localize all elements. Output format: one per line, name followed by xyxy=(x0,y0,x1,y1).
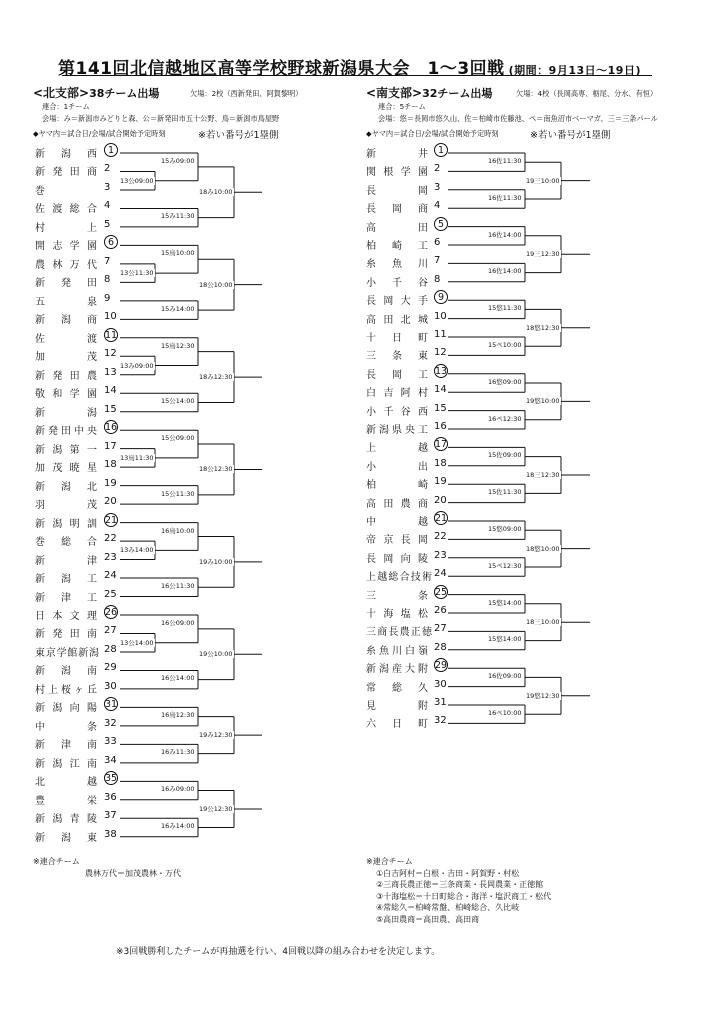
seed-number: 19 xyxy=(104,477,117,489)
game-label: 16み11:30 xyxy=(161,748,195,757)
game-label: 19悠10:00 xyxy=(526,397,560,406)
team-name: 高田北城 xyxy=(366,314,428,326)
game-label: 15公09:00 xyxy=(161,434,195,443)
south-footer-item: ①白吉阿村＝白根・吉田・阿賀野・村松 xyxy=(376,868,520,878)
south-legend: ◆ヤマ内＝試合日/会場/試合開始予定時刻 xyxy=(366,129,499,138)
team-name: 新発田農 xyxy=(35,370,97,382)
team-name: 新潟江南 xyxy=(35,758,97,770)
north-header: <北支部>38チーム出場 xyxy=(33,86,160,100)
team-name: 東京学館新潟 xyxy=(35,647,99,659)
seed-number: 18 xyxy=(434,457,447,469)
south-footer-item: ⑤高田農商＝高田農、高田商 xyxy=(376,914,480,924)
game-label: 18三12:30 xyxy=(526,471,560,479)
seed-number: 11 xyxy=(105,329,118,341)
seed-number: 4 xyxy=(434,200,441,212)
seed-number: 6 xyxy=(434,237,441,248)
game-label: 19み12:30 xyxy=(199,731,233,740)
seed-number: 24 xyxy=(434,568,447,580)
team-name: 長岡向陵 xyxy=(366,553,428,565)
game-label: 13鳥11:30 xyxy=(120,453,154,462)
seed-number: 10 xyxy=(434,310,447,322)
seed-number: 27 xyxy=(434,623,447,635)
game-label: 13み14:00 xyxy=(120,546,154,555)
seed-number: 2 xyxy=(434,163,441,175)
team-name: 新潟向陽 xyxy=(35,703,97,715)
team-name: 新発田 xyxy=(35,278,97,290)
team-name: 新発田南 xyxy=(35,629,97,641)
team-name: 新発田商 xyxy=(35,167,97,179)
game-label: 15ペ10:00 xyxy=(488,341,522,349)
team-name: 新潟明訓 xyxy=(35,518,97,530)
seed-number: 5 xyxy=(104,218,111,230)
game-label: 19三12:30 xyxy=(526,250,560,259)
south-venues: 会場：悠＝長岡市悠久山、佐＝柏崎市佐藤池、ペ＝南魚沼市ベーマガ、三＝三条パール xyxy=(378,114,658,123)
north-footer-title: ※連合チーム xyxy=(33,857,80,866)
seed-number: 2 xyxy=(104,163,111,175)
south-combined: 連合：5チーム xyxy=(378,102,426,111)
game-label: 16佐09:00 xyxy=(488,672,522,681)
team-name: 柏崎工 xyxy=(366,241,428,252)
team-name: 長岡大手 xyxy=(366,296,428,308)
seed-number: 29 xyxy=(104,662,117,674)
team-name: 上越総合技術 xyxy=(366,572,432,584)
seed-number: 8 xyxy=(104,274,111,286)
game-label: 16み14:00 xyxy=(161,822,195,831)
game-label: 15鳥12:30 xyxy=(161,341,195,350)
team-name: 新潟県央工 xyxy=(366,425,428,436)
team-name: 佐渡総合 xyxy=(35,204,97,216)
seed-number: 15 xyxy=(434,402,447,414)
team-name: 新潟産大附 xyxy=(366,664,428,676)
team-name: 高田農商 xyxy=(366,498,428,510)
game-label: 18三10:00 xyxy=(526,618,560,627)
game-label: 13公09:00 xyxy=(120,176,154,185)
team-name: 中条 xyxy=(35,721,97,733)
game-label: 15公11:30 xyxy=(161,489,195,498)
team-name: 新潟南 xyxy=(35,666,97,678)
game-label: 15み09:00 xyxy=(161,157,195,165)
seed-number: 12 xyxy=(104,348,117,360)
game-label: 16公11:30 xyxy=(161,582,195,591)
seed-number: 29 xyxy=(435,660,448,672)
team-name: 三商長農正徳 xyxy=(366,627,432,639)
seed-number: 22 xyxy=(434,531,447,543)
south-footer-item: ④常総久＝柏崎常盤、柏崎総合、久比岐 xyxy=(376,903,520,912)
team-name: 新潟東 xyxy=(35,832,97,844)
team-name: 巻総合 xyxy=(35,537,97,549)
seed-number: 10 xyxy=(104,311,117,323)
team-name: 新潟北 xyxy=(35,481,97,493)
south-footer-title: ※連合チーム xyxy=(366,857,413,866)
seed-number: 1 xyxy=(434,143,448,157)
team-name: 五泉 xyxy=(35,296,97,308)
team-name: 小千谷 xyxy=(366,277,428,289)
team-name: 開志学園 xyxy=(35,241,97,253)
team-name: 農林万代 xyxy=(35,259,97,271)
game-label: 18悠10:00 xyxy=(526,544,560,553)
team-name: 糸魚川 xyxy=(366,259,428,271)
team-name: 長岡工 xyxy=(366,369,428,381)
seed-number: 26 xyxy=(434,605,447,616)
north-absent: 欠場：2校（西新発田、阿賀黎明） xyxy=(190,89,303,98)
game-label: 15公14:00 xyxy=(161,397,195,406)
game-label: 16鳥12:30 xyxy=(161,711,195,720)
seed-number: 13 xyxy=(104,366,117,378)
game-label: 18公12:30 xyxy=(199,465,233,474)
team-name: 新潟西 xyxy=(35,149,97,160)
team-name: 新潟青陵 xyxy=(35,814,97,826)
team-name: 長岡商 xyxy=(366,204,428,216)
seed-number: 15 xyxy=(104,403,117,415)
game-label: 16悠09:00 xyxy=(488,377,522,386)
team-name: 敬和学園 xyxy=(35,389,97,401)
north-footer-item: 農林万代＝加茂農林・万代 xyxy=(85,868,181,878)
title-text: 第141回北信越地区高等学校野球新潟県大会 1～3回戦 xyxy=(58,59,505,79)
seed-number: 37 xyxy=(104,810,117,822)
seed-number: 21 xyxy=(105,514,118,526)
game-label: 18悠12:30 xyxy=(526,323,560,332)
team-name: 豊栄 xyxy=(35,795,97,807)
team-name: 六日町 xyxy=(366,719,428,731)
seed-number: 13 xyxy=(435,365,448,377)
game-label: 16佐14:00 xyxy=(488,267,522,276)
north-combined: 連合：1チーム xyxy=(42,102,90,111)
seed-number: 20 xyxy=(104,496,117,508)
game-label: 19三10:00 xyxy=(526,176,560,185)
team-name: 見附 xyxy=(366,701,428,712)
north-venues: 会場：み＝新潟市みどりと森、公＝新発田市五十公野、鳥＝新潟市鳥屋野 xyxy=(42,114,280,123)
game-label: 16佐11:30 xyxy=(488,157,522,165)
seed-number: 25 xyxy=(104,588,117,600)
game-label: 15悠14:00 xyxy=(488,635,522,644)
game-label: 16佐11:30 xyxy=(488,193,522,202)
team-name: 新発田中央 xyxy=(35,426,97,438)
south-absent: 欠場：4校（長岡高専、栃尾、分水、有恒） xyxy=(516,89,658,98)
game-label: 16公14:00 xyxy=(161,674,195,683)
seed-number: 9 xyxy=(104,292,111,304)
game-label: 15佐09:00 xyxy=(488,451,522,460)
seed-number: 21 xyxy=(435,513,448,524)
seed-number: 3 xyxy=(104,181,111,193)
seed-number: 1 xyxy=(104,143,118,157)
game-label: 13み09:00 xyxy=(120,361,154,370)
game-label: 19悠12:30 xyxy=(526,691,560,700)
team-name: 村上 xyxy=(35,222,97,234)
game-label: 15み14:00 xyxy=(161,304,195,313)
game-label: 18み10:00 xyxy=(199,188,233,197)
team-name: 新井 xyxy=(366,149,428,160)
team-name: 小出 xyxy=(366,461,428,473)
game-label: 13公14:00 xyxy=(120,638,154,647)
seed-number: 32 xyxy=(104,717,117,729)
team-name: 上越 xyxy=(366,443,428,455)
seed-number: 12 xyxy=(434,347,447,359)
seed-number: 27 xyxy=(104,625,117,637)
team-name: 十日町 xyxy=(366,333,428,344)
team-name: 帝京長岡 xyxy=(366,535,428,547)
team-name: 羽茂 xyxy=(35,500,97,512)
team-name: 関根学園 xyxy=(366,167,428,179)
game-label: 15悠11:30 xyxy=(488,304,522,313)
seed-number: 6 xyxy=(104,235,118,249)
game-label: 15鳥10:00 xyxy=(161,249,195,258)
period-text: (期間：9月13日～19日) xyxy=(508,64,641,77)
team-name: 三条東 xyxy=(366,351,428,363)
seed-number: 32 xyxy=(434,715,447,727)
seed-number: 23 xyxy=(104,551,117,563)
team-name: 糸魚川白嶺 xyxy=(366,645,428,657)
seed-number: 17 xyxy=(435,439,448,451)
seed-number: 16 xyxy=(105,422,118,434)
north-note: ※若い番号が1塁側 xyxy=(198,130,279,141)
team-name: 村上桜ヶ丘 xyxy=(35,684,97,696)
game-label: 16鳥10:00 xyxy=(161,526,195,535)
seed-number: 7 xyxy=(434,255,441,267)
team-name: 新潟商 xyxy=(35,315,97,327)
game-label: 13公11:30 xyxy=(120,269,154,278)
seed-number: 34 xyxy=(104,754,117,766)
game-label: 15ペ12:30 xyxy=(488,561,522,570)
team-name: 三条 xyxy=(366,590,428,602)
game-label: 16佐14:00 xyxy=(488,230,522,239)
south-header: <南支部>32チーム出場 xyxy=(366,86,493,100)
game-label: 15佐11:30 xyxy=(488,488,522,497)
team-name: 白吉阿村 xyxy=(366,388,428,400)
south-note: ※若い番号が1塁側 xyxy=(530,130,611,141)
team-name: 新津 xyxy=(35,555,97,567)
game-label: 15み11:30 xyxy=(161,212,195,221)
south-footer xyxy=(366,856,551,925)
seed-number: 7 xyxy=(104,255,111,267)
seed-number: 14 xyxy=(104,385,117,397)
seed-number: 24 xyxy=(104,570,117,582)
seed-number: 16 xyxy=(434,421,447,432)
seed-number: 31 xyxy=(105,699,118,711)
team-name: 巻 xyxy=(35,185,45,197)
team-name: 長岡 xyxy=(366,185,428,197)
team-name: 日本文理 xyxy=(35,611,97,622)
game-label: 15悠09:00 xyxy=(488,525,522,533)
seed-number: 9 xyxy=(434,290,448,304)
north-legend: ◆ヤマ内＝試合日/会場/試合開始予定時刻 xyxy=(33,129,166,138)
team-name: 北越 xyxy=(35,777,97,789)
seed-number: 25 xyxy=(435,586,448,598)
seed-number: 23 xyxy=(434,549,447,561)
team-name: 十海塩松 xyxy=(366,609,428,620)
seed-number: 4 xyxy=(104,200,111,212)
game-label: 19公10:00 xyxy=(199,650,233,659)
seed-number: 14 xyxy=(434,384,447,396)
team-name: 新津南 xyxy=(35,740,97,752)
game-label: 16み09:00 xyxy=(161,785,195,794)
seed-number: 30 xyxy=(104,680,117,692)
team-name: 佐渡 xyxy=(35,333,97,345)
team-name: 新潟第一 xyxy=(35,444,97,456)
seed-number: 35 xyxy=(105,773,118,785)
game-label: 18み12:30 xyxy=(199,373,233,382)
game-label: 19み10:00 xyxy=(199,557,233,566)
team-name: 柏崎 xyxy=(366,480,428,492)
seed-number: 22 xyxy=(104,533,117,545)
team-name: 新潟 xyxy=(35,407,97,419)
seed-number: 28 xyxy=(104,643,117,655)
seed-number: 38 xyxy=(104,828,117,840)
seed-number: 28 xyxy=(434,641,447,653)
team-name: 小千谷西 xyxy=(366,406,428,418)
seed-number: 31 xyxy=(434,697,447,708)
game-label: 15悠14:00 xyxy=(488,598,522,607)
team-name: 高田 xyxy=(366,222,428,234)
seed-number: 30 xyxy=(434,678,447,690)
team-name: 常総久 xyxy=(366,682,428,694)
team-name: 加茂 xyxy=(35,352,97,364)
final-note: ※3回戦勝利したチームが再抽選を行い、4回戦以降の組み合わせを決定します。 xyxy=(116,947,441,957)
seed-number: 3 xyxy=(434,181,441,193)
seed-number: 17 xyxy=(104,440,117,452)
seed-number: 8 xyxy=(434,273,441,285)
game-label: 16ペ10:00 xyxy=(488,709,522,717)
seed-number: 5 xyxy=(434,217,448,231)
game-label: 19公12:30 xyxy=(199,805,233,814)
south-footer-item: ③十海塩松＝十日町総合・海洋・塩沢商工・松代 xyxy=(376,891,552,901)
team-name: 加茂暁星 xyxy=(35,463,97,475)
team-name: 新津工 xyxy=(35,592,97,604)
seed-number: 36 xyxy=(104,791,117,803)
seed-number: 19 xyxy=(434,476,447,488)
game-label: 16ペ12:30 xyxy=(488,414,522,423)
seed-number: 33 xyxy=(104,736,117,748)
team-name: 中越 xyxy=(366,517,428,528)
game-label: 16公09:00 xyxy=(161,619,195,627)
seed-number: 18 xyxy=(104,459,117,471)
south-footer-item: ②三商長農正徳＝三条商業・長岡農業・正徳館 xyxy=(376,880,544,889)
team-name: 新潟工 xyxy=(35,574,97,586)
seed-number: 20 xyxy=(434,494,447,506)
game-label: 18公10:00 xyxy=(199,280,233,289)
seed-number: 26 xyxy=(105,607,118,618)
north-footer xyxy=(33,856,181,879)
seed-number: 11 xyxy=(434,329,447,340)
